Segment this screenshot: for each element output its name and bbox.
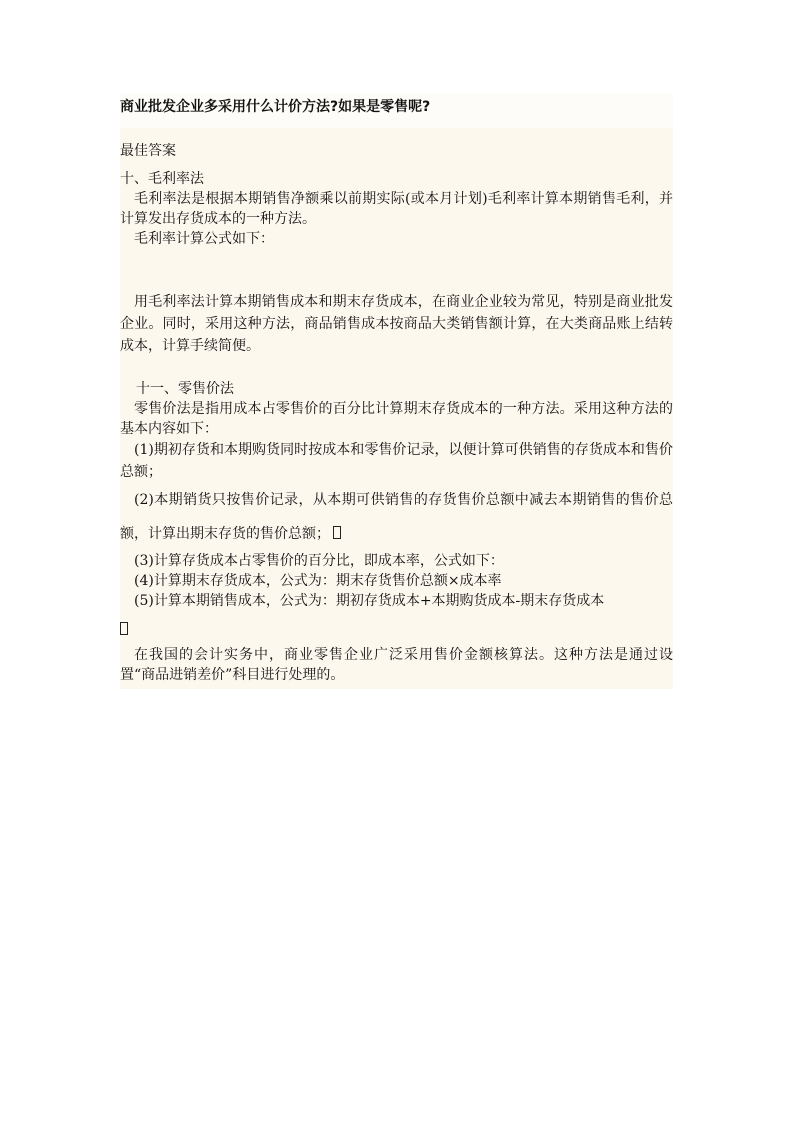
blank-line — [120, 357, 673, 379]
section-10-para2: 用毛利率法计算本期销售成本和期末存货成本，在商业企业较为常见，特别是商业批发企业。同时，采用这种方法，商品销售成本按商品大类销售额计算，在大类商品账上结转成本，计算手续简便。 — [120, 294, 673, 354]
section-11-item2 — [120, 483, 673, 551]
section-11-item5: (5)计算本期销售成本，公式为：期初存货成本+本期购货成本-期末存货成本 — [134, 593, 605, 609]
document-page — [120, 94, 673, 689]
section-11-para1: 零售价法是指用成本占零售价的百分比计算期末存货成本的一种方法。采用这种方法的基本内容如下： — [120, 401, 673, 437]
section-11-para-last: 在我国的会计实务中，商业零售企业广泛采用售价金额核算法。这种方法是通过设置“商品进销差价”科目进行处理的。 — [120, 647, 673, 683]
question-title: 商业批发企业多采用什么计价方法?如果是零售呢? — [120, 94, 673, 128]
section-11-item2-text: (2)本期销货只按售价记录，从本期可供销售的存货售价总额中减去本期销售的售价总额，计算出期末存货的售价总额； — [120, 492, 673, 542]
section-10-heading: 十、毛利率法 — [120, 171, 204, 187]
section-11-heading: 十一、零售价法 — [136, 381, 234, 397]
formula-placeholder — [120, 249, 673, 291]
section-10-para1: 毛利率法是根据本期销售净额乘以前期实际(或本月计划)毛利率计算本期销售毛利，并计算发出存货成本的一种方法。 — [120, 191, 673, 227]
missing-formula-icon — [120, 622, 128, 635]
answer-box — [120, 128, 673, 689]
item5-glyph-line — [120, 611, 673, 645]
missing-formula-icon — [333, 526, 341, 539]
section-10-formula-intro: 毛利率计算公式如下： — [134, 231, 274, 247]
section-11-item3: (3)计算存货成本占零售价的百分比，即成本率，公式如下： — [134, 553, 504, 569]
best-answer-label: 最佳答案 — [120, 143, 176, 159]
section-11-item1: (1)期初存货和本期购货同时按成本和零售价记录，以便计算可供销售的存货成本和售价总额； — [120, 442, 673, 480]
section-11-item4: (4)计算期末存货成本，公式为：期末存货售价总额×成本率 — [134, 573, 502, 589]
